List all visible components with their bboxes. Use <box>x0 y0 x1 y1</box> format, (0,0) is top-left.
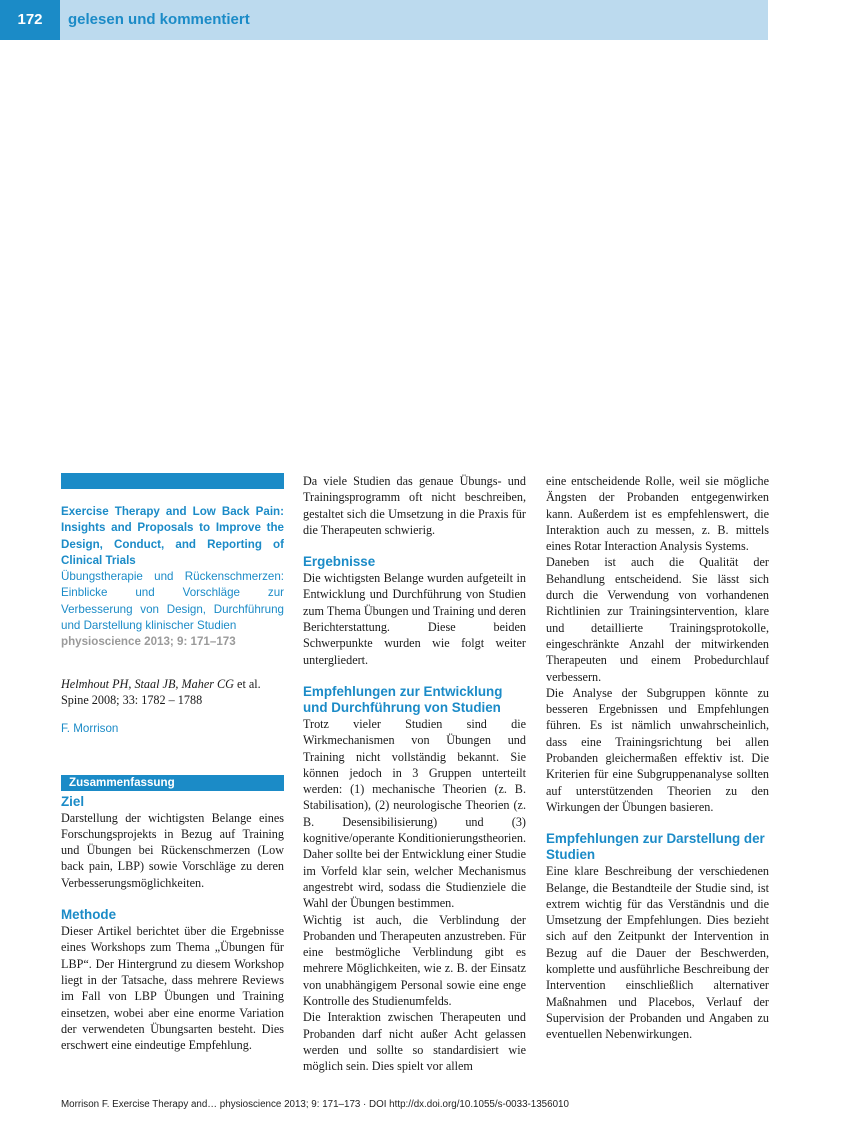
section-bar <box>61 473 284 489</box>
review-author: F. Morrison <box>61 722 119 736</box>
ziel-text: Darstellung der wichtigsten Belange eines Forschungsprojekts in Bezug auf Training und Übungen bei Rückenschmerzen (Low back pain, LBP) sowie Vorschläge zu deren Verbesserungsmöglichkeiten. <box>61 810 284 890</box>
page-footer: Morrison F. Exercise Therapy and… physioscience 2013; 9: 171–173 · DOI http://dx.doi.org/10.1055/s-0033-1356010 <box>61 1099 569 1110</box>
methode-text: Dieser Artikel berichtet über die Ergebnisse eines Workshops zum Thema „Übungen für LBP“. Der Hintergrund zu diesem Workshop liegt in der Tatsache, dass mehrere Reviews im Fall von LBP Übungen und Training einsetzen, wobei aber eine enorme Variation der verwendeten Übungsarten besteht. Dies erschwert eine eindeutige Empfehlung. <box>61 924 284 1053</box>
citation <box>61 676 284 709</box>
right-column <box>546 473 769 1043</box>
middle-column <box>303 473 526 1075</box>
empfehlungen-darstellung-heading: Empfehlungen zur Darstellung der Studien <box>546 831 765 863</box>
citation-authors: Helmhout PH, Staal JB, Maher CG <box>61 676 234 691</box>
paragraph: Daneben ist auch die Qualität der Behandlung entscheidend. Sie lässt sich durch die Verwendung von vorhandenen Richtlinien zur Trainingsintervention, klare und detaillierte Trainingsprotokolle, eingeschränkte Anzahl der mitwirkenden Therapeuten und einem Probedurchlauf verbessern. <box>546 555 769 684</box>
paragraph: Wichtig ist auch, die Verblindung der Probanden und Therapeuten anzustreben. Für eine bestmögliche Verblindung gibt es mehrere Möglichkeiten, wie z. B. der Einsatz von unabhängigem Personal sowie eine enge Kontrolle des Studienumfelds. <box>303 912 526 1009</box>
paragraph: Die Analyse der Subgruppen könnte zu besseren Ergebnissen und Empfehlungen führen. Es ist nämlich unwahrscheinlich, dass eine Trainingsrichtung bei allen Probanden gleichermaßen effektiv ist. Die Kriterien für eine Subgruppenanalyse sollten auf unterstützenden Theorien zu den Wirkungen der Übungen basieren. <box>546 685 769 814</box>
german-article-title: Übungstherapie und Rückenschmerzen: Einblicke und Vorschläge zur Verbesserung von Design, Durchführung und Darstellung klinischer Studien <box>61 570 284 633</box>
source-reference: physioscience 2013; 9: 171–173 <box>61 635 236 649</box>
paragraph: Eine klare Beschreibung der verschiedenen Belange, die Bestandteile der Studie sind, ist extrem wichtig für das Verständnis und die Umsetzung der Empfehlungen. Dies bezieht sich auf den Zeitpunkt der Intervention in Bezug auf die Dauer der Beschwerden, komplette und ausführliche Beschreibung der Intervention einschließlich alternativer Maßnahmen und Placebos, Verlauf der Supervision der Probanden und Angaben zu eventuellen Nebenwirkungen. <box>546 864 769 1042</box>
paragraph: Die Interaktion zwischen Therapeuten und Probanden darf nicht außer Acht gelassen werden und sollte so standardisiert wie möglich sein. Dies spielt vor allem <box>303 1010 526 1074</box>
ziel-heading: Ziel <box>61 793 85 809</box>
paragraph: eine entscheidende Rolle, weil sie mögliche Ängsten der Probanden entgegenwirken kann. Außerdem ist es empfehlenswert, die Interaktion auch zu messen, z. B. mittels eines Rotar Interaction Analysis Systems. <box>546 474 769 554</box>
original-article-title: Exercise Therapy and Low Back Pain: Insights and Proposals to Improve the Design, Conduct, and Reporting of Clinical Trials <box>61 505 284 567</box>
left-column <box>61 473 284 1053</box>
ergebnisse-heading: Ergebnisse <box>303 554 376 570</box>
summary-label: Zusammenfassung <box>61 775 284 791</box>
ergebnisse-text: Die wichtigsten Belange wurden aufgeteilt in Entwicklung und Durchführung von Studien zum Thema Übungen und Training und deren Berichterstattung. Diese beiden Schwerpunkte wurden wie folgt weiter untergliedert. <box>303 571 526 667</box>
header-band <box>0 0 768 40</box>
methode-heading: Methode <box>61 907 117 923</box>
citation-details: et al. Spine 2008; 33: 1782 – 1788 <box>61 676 261 707</box>
page-number: 172 <box>0 0 60 40</box>
empfehlungen-entwicklung-heading: Empfehlungen zur Entwicklung und Durchführung von Studien <box>303 683 503 715</box>
intro-text: Da viele Studien das genaue Übungs- und Trainingsprogramm oft nicht beschreiben, gestaltet sich die Umsetzung in die Praxis für die Therapeuten schwierig. <box>303 474 526 537</box>
paragraph: Trotz vieler Studien sind die Wirkmechanismen von Übungen und Training nicht vollständig bekannt. Sie können jedoch in 3 Gruppen unterteilt werden: (1) mechanische Theorien (z. B. Stabilisation), (2) neurologische Theorien (z. B. Desensibilisierung) und (3) kognitive/operante Konditionierungstheorien. Daher sollte bei der Entwicklung einer Studie im Vorfeld klar sein, welcher Mechanismus angestrebt wird, sodass die Studienziele die Wahl der Übungen bestimmen. <box>303 716 526 911</box>
running-title: gelesen und kommentiert <box>68 11 250 28</box>
